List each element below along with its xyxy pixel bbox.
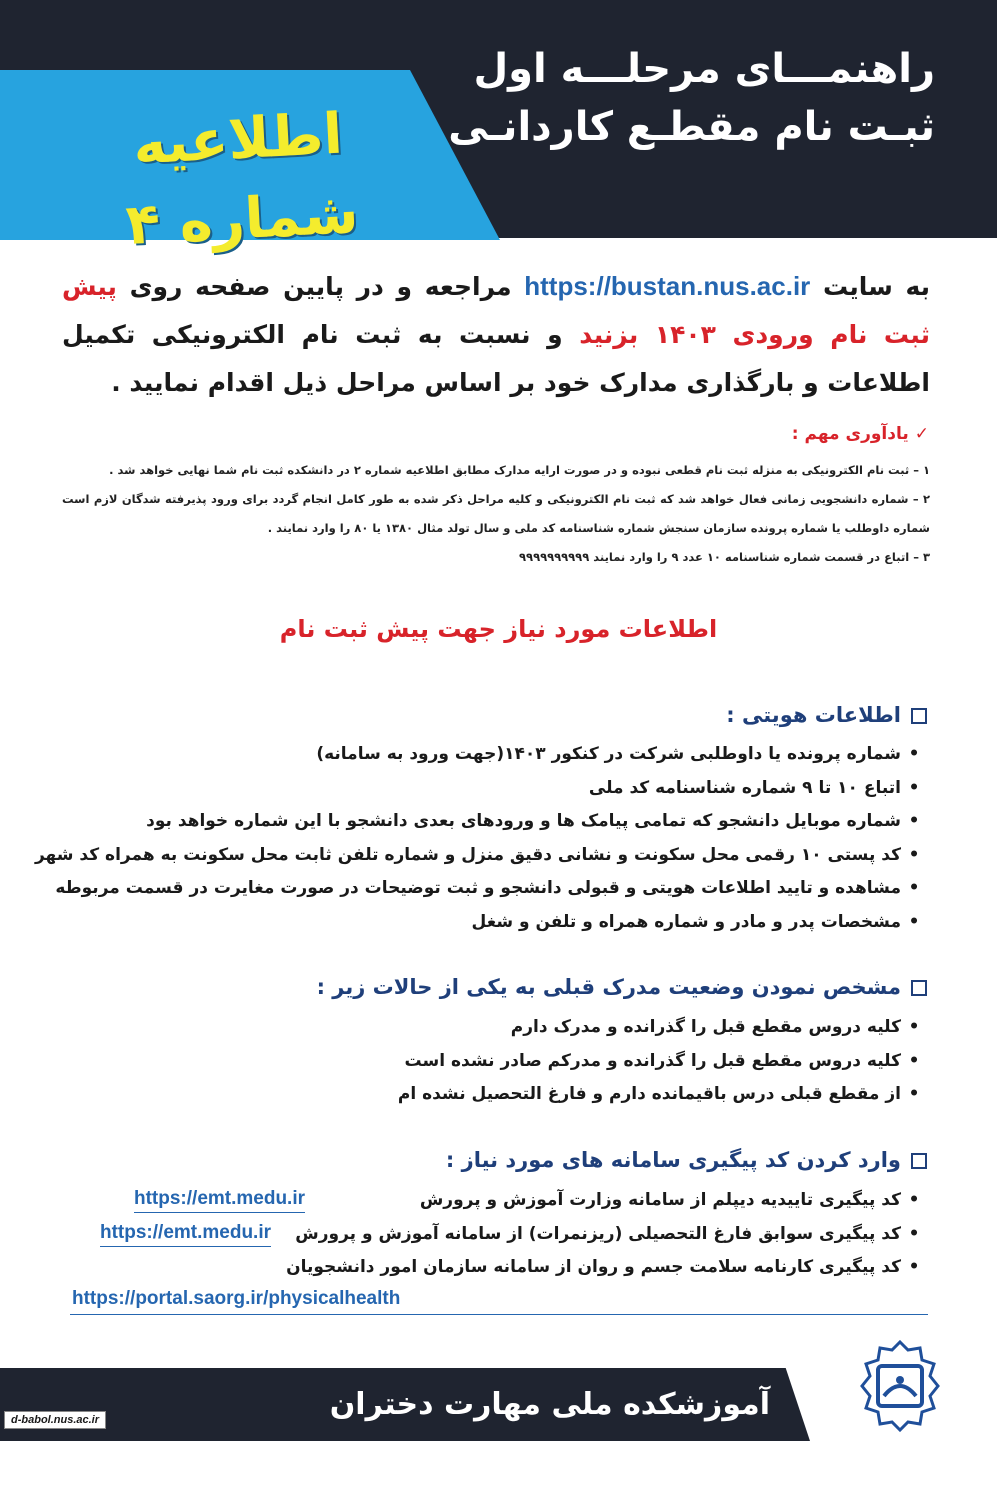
- intro-text-1: به سایت: [810, 272, 930, 301]
- prior-degree-title: [317, 975, 927, 999]
- bullet-icon: •: [908, 811, 920, 831]
- intro-paragraph: [62, 262, 930, 407]
- header-title-line1: راهنمـــای مرحلـــه اول: [473, 46, 935, 92]
- list-item: •شماره پرونده یا داوطلبی شرکت در کنکور ۱۴۰۳(جهت ورود به سامانه): [35, 738, 927, 772]
- header-title: [415, 40, 935, 156]
- bullet-icon: •: [908, 1257, 920, 1277]
- tracking-title: [446, 1148, 927, 1172]
- list-item: •کلیه دروس مقطع قبل را گذرانده و مدرکم صادر نشده است: [398, 1045, 927, 1079]
- bullet-icon: •: [908, 1084, 920, 1104]
- identity-list: [35, 738, 927, 939]
- list-item: •مشخصات پدر و مادر و شماره همراه و تلفن و شغل: [35, 906, 927, 940]
- tracking-title-text: وارد کردن کد پیگیری سامانه های مورد نیاز :: [445, 1148, 901, 1172]
- bullet-icon: •: [908, 1050, 920, 1071]
- list-item: •کد پیگیری کارنامه سلامت جسم و روان از سامانه سازمان امور دانشجویان: [286, 1251, 927, 1285]
- divider: [70, 1314, 928, 1315]
- list-item: •کد پیگیری تاییدیه دیپلم از سامانه وزارت آموزش و پرورش: [286, 1184, 927, 1218]
- bustan-link[interactable]: https://bustan.nus.ac.ir: [524, 271, 811, 301]
- intro-highlight: پیش ثبت نام ورودی ۱۴۰۳ بزنید: [62, 272, 930, 349]
- emt-medu-link-1[interactable]: https://emt.medu.ir: [134, 1188, 305, 1213]
- tracking-list: [286, 1184, 927, 1285]
- checkbox-square-icon: [911, 980, 927, 996]
- intro-text-2: مراجعه و در پایین صفحه روی: [116, 272, 525, 301]
- list-item: •کد پستی ۱۰ رقمی محل سکونت و نشانی دقیق منزل و شماره تلفن ثابت محل سکونت به همراه کد شهر: [35, 839, 927, 873]
- bullet-icon: •: [908, 1017, 920, 1037]
- intro-text-3: و نسبت به ثبت نام الکترونیکی تکمیل اطلاعات و بارگذاری مدارک خود بر اساس مراحل ذیل اقدام نمایید .: [62, 320, 930, 397]
- list-item: •مشاهده و تایید اطلاعات هویتی و قبولی دانشجو و ثبت توضیحات در صورت مغایرت در قسمت مربوطه: [35, 872, 927, 906]
- bullet-icon: •: [908, 1190, 920, 1210]
- reminder-item: ۱ – ثبت نام الکترونیکی به منزله ثبت نام قطعی نبوده و در صورت ارایه مدارک مطابق اطلاعیه شماره ۲ در دانشکده ثبت نام شما نهایی خواهد شد .: [109, 463, 930, 477]
- list-item: •کد پیگیری سوابق فارغ التحصیلی (ریزنمرات) از سامانه آموزش و پرورش: [286, 1218, 927, 1252]
- footer-institution: آموزشکده ملی مهارت دختران بابل: [329, 1387, 770, 1476]
- emt-medu-link-2[interactable]: https://emt.medu.ir: [100, 1222, 271, 1247]
- notice-number: اطلاعیه شماره ۴: [124, 101, 360, 258]
- prior-degree-list: [398, 1011, 927, 1112]
- institution-logo-icon: [858, 1340, 942, 1432]
- reminder-title: [792, 424, 929, 444]
- site-tag: d-babol.nus.ac.ir: [4, 1411, 106, 1429]
- bullet-icon: •: [908, 1223, 920, 1244]
- bullet-icon: •: [908, 777, 920, 798]
- bullet-icon: •: [908, 911, 920, 932]
- bullet-icon: •: [908, 744, 920, 764]
- checkbox-square-icon: [911, 708, 927, 724]
- reminder-item: ۲ – شماره دانشجویی زمانی فعال خواهد شد که ثبت نام الکترونیکی و کلیه مراحل ذکر شده به طور کامل انجام گردد برای ورود پذیرفته شدگان لازم است شماره داوطلب یا شماره پرونده سازمان سنجش شماره شناسنامه کد ملی و سال تولد مثال ۱۳۸۰ یا ۸۰ را وارد نمایند .: [62, 492, 930, 535]
- bullet-icon: •: [908, 844, 920, 865]
- bullet-icon: •: [908, 878, 920, 898]
- identity-title: [726, 703, 927, 727]
- prior-degree-title-text: مشخص نمودن وضعیت مدرک قبلی به یکی از حالات زیر :: [316, 975, 901, 999]
- list-item: •اتباع ۱۰ تا ۹ شماره شناسنامه کد ملی: [35, 772, 927, 806]
- identity-title-text: اطلاعات هویتی :: [726, 703, 901, 727]
- list-item: •شماره موبایل دانشجو که تمامی پیامک ها و ورودهای بعدی دانشجو با این شماره خواهد بود: [35, 805, 927, 839]
- section-heading: اطلاعات مورد نیاز جهت پیش ثبت نام: [279, 615, 718, 643]
- reminder-item: ۳ – اتباع در قسمت شماره شناسنامه ۱۰ عدد ۹ را وارد نمایند ۹۹۹۹۹۹۹۹۹۹: [519, 550, 930, 564]
- header-title-line2: ثبـت نام مقطـع کاردانـی: [448, 104, 935, 150]
- checkbox-square-icon: [911, 1153, 927, 1169]
- reminder-title-text: یادآوری مهم :: [791, 424, 909, 444]
- list-item: •کلیه دروس مقطع قبل را گذرانده و مدرک دارم: [398, 1011, 927, 1045]
- checkmark-icon: ✓: [914, 424, 929, 444]
- list-item: •از مقطع قبلی درس باقیمانده دارم و فارغ التحصیل نشده ام: [398, 1078, 927, 1112]
- reminder-list: [62, 456, 930, 572]
- saorg-health-link[interactable]: https://portal.saorg.ir/physicalhealth: [72, 1288, 401, 1309]
